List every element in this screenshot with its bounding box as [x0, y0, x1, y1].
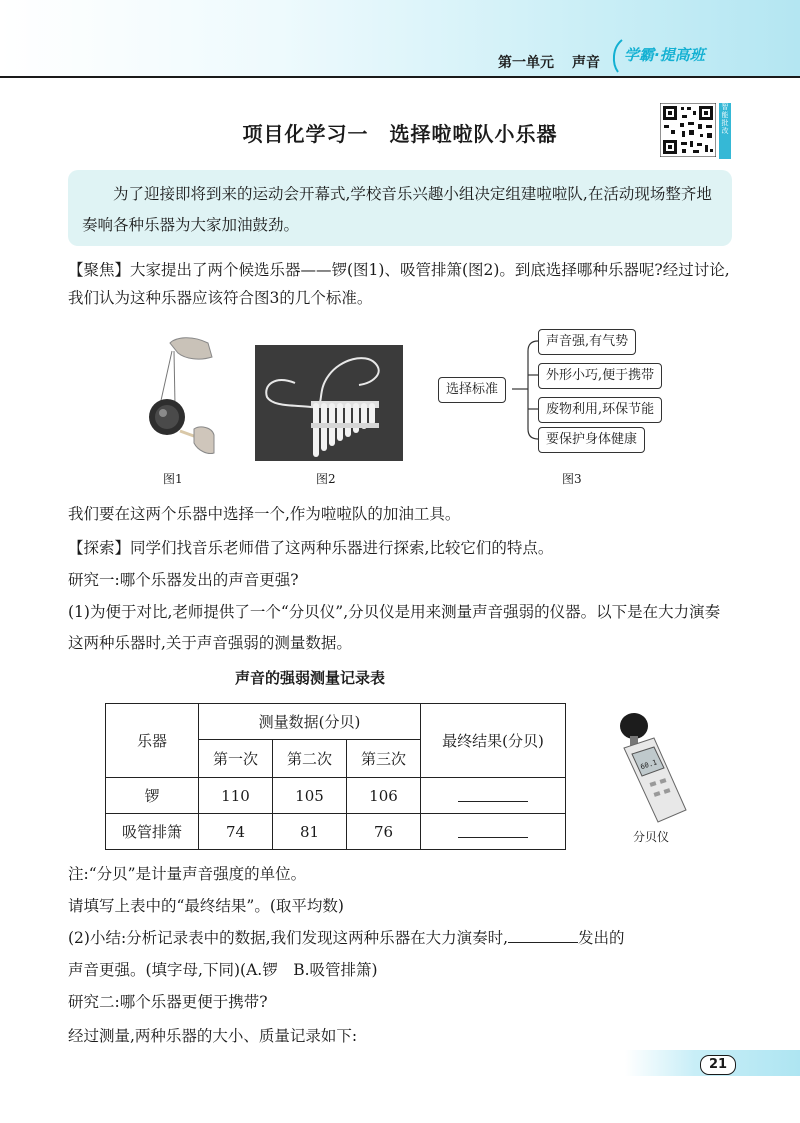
final-result-blank[interactable] [421, 778, 566, 814]
criteria-item: 要保护身体健康 [538, 427, 645, 453]
figure-1-label: 图1 [163, 472, 183, 486]
row-value: 105 [273, 778, 347, 814]
row-value: 76 [347, 814, 421, 850]
criteria-item: 声音强,有气势 [538, 329, 636, 355]
explore-paragraph: 【探索】同学们找音乐老师借了这两种乐器进行探索,比较它们的特点。 [68, 539, 554, 557]
focus-paragraph: 【聚焦】大家提出了两个候选乐器——锣(图1)、吸管排箫(图2)。到底选择哪种乐器呢?经过讨论,我们认为这种乐器应该符合图3的几个标准。 [68, 261, 730, 307]
table-caption: 声音的强弱测量记录表 [235, 669, 386, 687]
research-1-title: 研究一:哪个乐器发出的声音更强? [68, 571, 299, 589]
research-2-text: 经过测量,两种乐器的大小、质量记录如下: [68, 1027, 358, 1045]
choose-paragraph: 我们要在这两个乐器中选择一个,作为啦啦队的加油工具。 [68, 505, 461, 523]
straw-panpipe-photo [255, 345, 403, 461]
answer-blank-line[interactable] [458, 821, 528, 838]
qr-side-tag: 智能批改 [719, 103, 731, 159]
final-result-blank[interactable] [421, 814, 566, 850]
row-value: 74 [199, 814, 273, 850]
page-number: 21 [700, 1055, 736, 1075]
sound-measurement-table [105, 703, 566, 850]
gong-illustration [130, 335, 215, 460]
summary-line [68, 924, 732, 952]
summary-text: (2)小结:分析记录表中的数据,我们发现这两种乐器在大力演奏时, [68, 929, 509, 947]
row-instrument: 锣 [106, 778, 199, 814]
row-value: 81 [273, 814, 347, 850]
topic-label: 声音 [572, 55, 600, 71]
row-instrument: 吸管排箫 [106, 814, 199, 850]
header-trial: 第二次 [273, 740, 347, 778]
header-measurement-data: 测量数据(分贝) [199, 704, 421, 740]
header-final-result: 最终结果(分贝) [421, 704, 566, 778]
header-rule [0, 76, 800, 78]
meter-display-text: 60.1 [639, 758, 658, 772]
summary-answer-blank[interactable] [508, 926, 578, 943]
criteria-item: 废物利用,环保节能 [538, 397, 662, 423]
criteria-item: 外形小巧,便于携带 [538, 363, 662, 389]
decibel-meter-label: 分贝仪 [633, 830, 670, 844]
unit-label: 第一单元 [498, 55, 554, 71]
answer-blank-line[interactable] [458, 785, 528, 802]
row-value: 110 [199, 778, 273, 814]
qr-code-icon[interactable] [660, 103, 716, 157]
table-row [106, 778, 566, 814]
brand-logo: 学霸·提高班 [624, 46, 705, 64]
header-instrument: 乐器 [106, 704, 199, 778]
decibel-note: 注:“分贝”是计量声音强度的单位。 [68, 865, 307, 883]
page-title: 项目化学习一 选择啦啦队小乐器 [242, 122, 558, 146]
header-trial: 第三次 [347, 740, 421, 778]
figure-3-label: 图3 [562, 472, 582, 486]
row-value: 106 [347, 778, 421, 814]
decibel-meter-illustration [614, 712, 704, 824]
header-trial: 第一次 [199, 740, 273, 778]
research-2-title: 研究二:哪个乐器更便于携带? [68, 993, 268, 1011]
intro-text: 为了迎接即将到来的运动会开幕式,学校音乐兴趣小组决定组建啦啦队,在活动现场整齐地奏响各种乐器为大家加油鼓劲。 [82, 185, 712, 234]
research-1-question-1: (1)为便于对比,老师提供了一个“分贝仪”,分贝仪是用来测量声音强弱的仪器。以下是在大力演奏这两种乐器时,关于声音强弱的测量数据。 [68, 603, 721, 652]
summary-options: 声音更强。(填字母,下同)(A.锣 B.吸管排箫) [68, 961, 378, 979]
table-row [106, 814, 566, 850]
fill-prompt: 请填写上表中的“最终结果”。(取平均数) [68, 897, 344, 915]
summary-text-end: 发出的 [578, 929, 625, 947]
figure-2-label: 图2 [316, 472, 336, 486]
criteria-root: 选择标准 [438, 377, 506, 403]
